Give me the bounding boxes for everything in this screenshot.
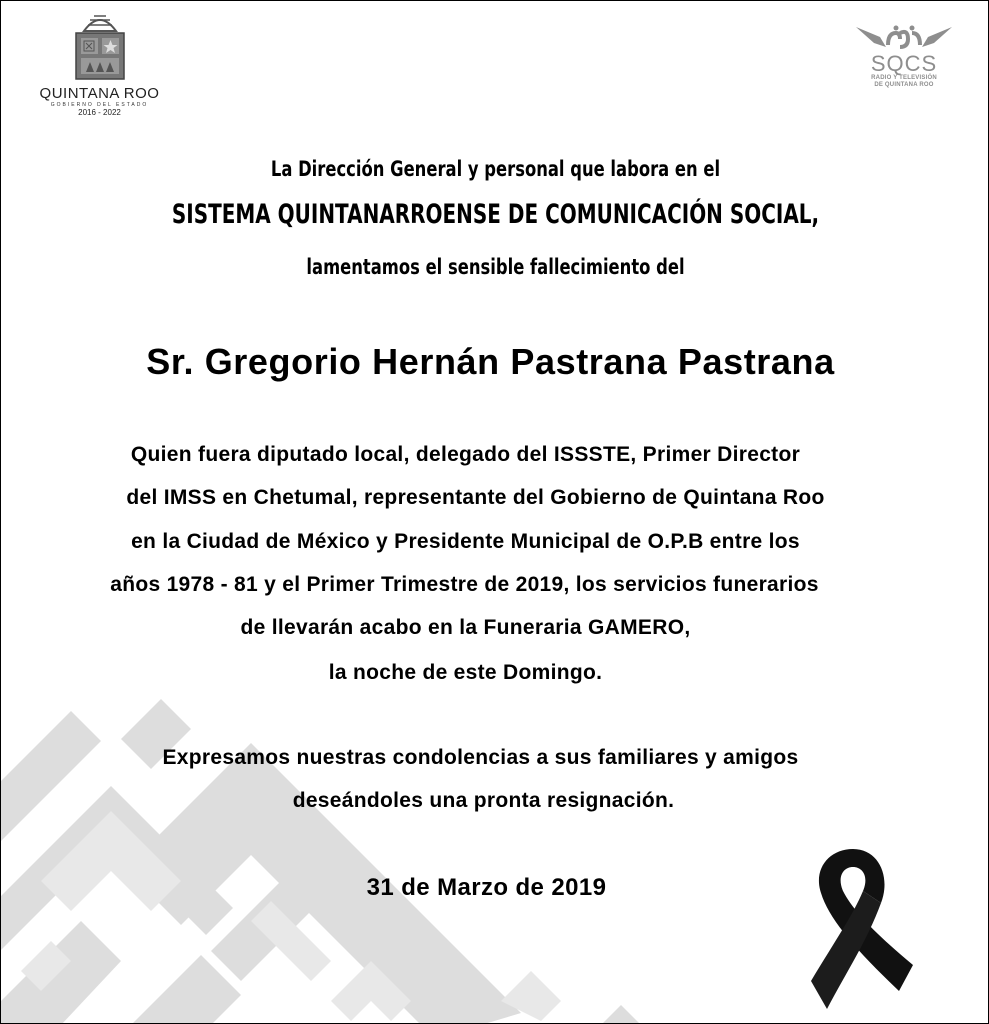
government-period: 2016 - 2022 xyxy=(78,108,121,117)
body-line: años 1978 - 81 y el Primer Trimestre de 2019, los servicios funerarios xyxy=(110,573,819,596)
sqcs-subtitle-line1: RADIO Y TELEVISIÓN xyxy=(871,75,937,81)
body-line: de llevarán acabo en la Funeraria GAMERO, xyxy=(240,616,691,639)
intro-line-3: lamentamos el sensible fallecimiento del xyxy=(306,255,685,279)
sqcs-logo xyxy=(849,23,959,89)
condolence-line: Expresamos nuestras condolencias a sus familiares y amigos xyxy=(162,746,799,769)
quintana-roo-logo xyxy=(37,11,162,117)
mourning-ribbon-icon xyxy=(791,841,921,1021)
sqcs-name: SQCS xyxy=(870,51,938,76)
deceased-name: Sr. Gregorio Hernán Pastrana Pastrana xyxy=(146,341,835,382)
state-subtitle: GOBIERNO DEL ESTADO xyxy=(50,102,149,108)
organization-name: SISTEMA QUINTANARROENSE DE COMUNICACIÓN SOCIAL, xyxy=(171,199,820,230)
intro-line-1: La Dirección General y personal que labora en el xyxy=(270,157,721,181)
state-name: QUINTANA ROO xyxy=(39,85,160,102)
sqcs-emblem-icon xyxy=(852,23,956,53)
body-line: Quien fuera diputado local, delegado del ISSSTE, Primer Director xyxy=(130,443,801,466)
body-line: en la Ciudad de México y Presidente Municipal de O.P.B entre los xyxy=(131,530,800,553)
body-line: del IMSS en Chetumal, representante del Gobierno de Quintana Roo xyxy=(126,486,825,509)
body-line: la noche de este Domingo. xyxy=(328,661,603,684)
notice-date: 31 de Marzo de 2019 xyxy=(366,874,607,901)
condolence-line: deseándoles una pronta resignación. xyxy=(292,789,675,812)
state-coat-of-arms-icon xyxy=(70,11,130,83)
sqcs-subtitle-line2: DE QUINTANA ROO xyxy=(874,82,934,88)
